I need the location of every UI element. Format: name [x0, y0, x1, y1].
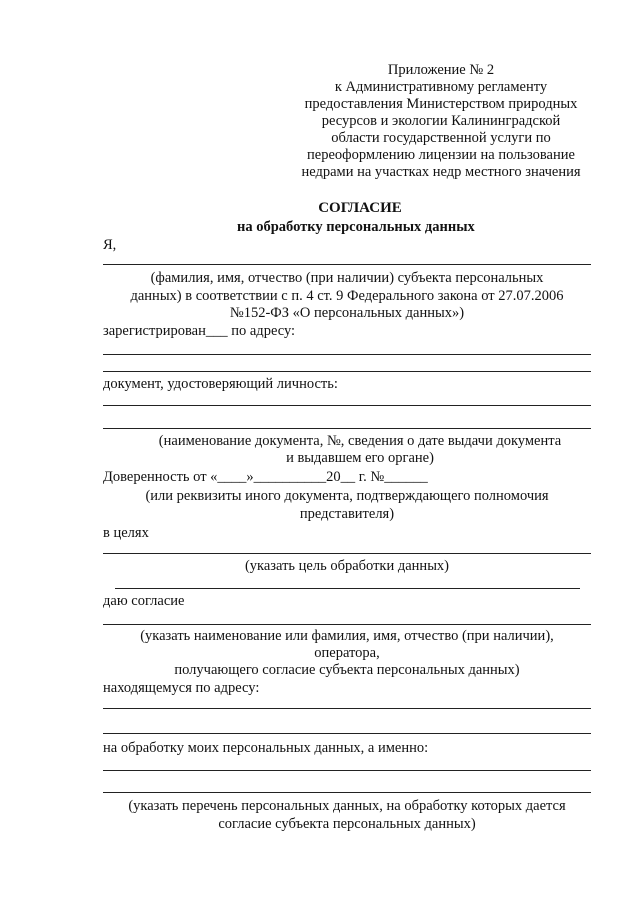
located-at-label: находящемуся по адресу: [103, 680, 260, 696]
hint-doc-1: (наименование документа, №, сведения о дате выдачи документа [158, 433, 562, 449]
hint-list-1: (указать перечень персональных данных, на обработку которых дается [128, 798, 566, 814]
data-list-line-1[interactable] [103, 770, 591, 771]
fio-line[interactable] [103, 264, 591, 265]
hint-fio-2: данных) в соответствии с п. 4 ст. 9 Федерального закона от 27.07.2006 [130, 288, 564, 304]
hint-purpose: (указать цель обработки данных) [244, 558, 450, 574]
appendix-line: ресурсов и экологии Калининградской [321, 113, 561, 129]
operator-address-line-1[interactable] [103, 708, 591, 709]
purposes-label: в целях [103, 525, 149, 541]
identity-doc-line-1[interactable] [103, 405, 591, 406]
consent-given-label: даю согласие [103, 593, 185, 609]
power-of-attorney[interactable]: Доверенность от «____»__________20__ г. №______ [103, 469, 428, 485]
appendix-line: области государственной услуги по [331, 130, 551, 146]
address-line-1[interactable] [103, 354, 591, 355]
hint-fio-1: (фамилия, имя, отчество (при наличии) субъекта персональных [150, 270, 544, 286]
hint-operator-3: получающего согласие субъекта персональных данных) [174, 662, 520, 678]
identity-doc-label: документ, удостоверяющий личность: [103, 376, 338, 392]
document-subtitle: на обработку персональных данных [237, 219, 475, 235]
purpose-line-2[interactable] [115, 588, 580, 589]
appendix-line: к Административному регламенту [334, 79, 548, 95]
address-line-2[interactable] [103, 371, 591, 372]
ya-label: Я, [103, 237, 117, 253]
hint-operator-1: (указать наименование или фамилия, имя, отчество (при наличии), [140, 628, 554, 644]
appendix-line: недрами на участках недр местного значения [301, 164, 581, 180]
registered-label: зарегистрирован___ по адресу: [103, 323, 296, 339]
hint-poa-2: представителя) [299, 506, 395, 522]
identity-doc-line-2[interactable] [103, 428, 591, 429]
purpose-line-1[interactable] [103, 553, 591, 554]
hint-list-2: согласие субъекта персональных данных) [218, 816, 476, 832]
operator-line[interactable] [103, 624, 591, 625]
document-title: СОГЛАСИЕ [318, 200, 402, 216]
hint-poa-1: (или реквизиты иного документа, подтверждающего полномочия [145, 488, 549, 504]
processing-of-label: на обработку моих персональных данных, а именно: [103, 740, 429, 756]
hint-operator-2: оператора, [314, 645, 380, 661]
hint-fio-3: №152-ФЗ «О персональных данных») [229, 305, 465, 321]
data-list-line-2[interactable] [103, 792, 591, 793]
hint-doc-2: и выдавшем его органе) [286, 450, 434, 466]
appendix-line: переоформлению лицензии на пользование [307, 147, 575, 163]
appendix-line: предоставления Министерством природных [304, 96, 578, 112]
appendix-line: Приложение № 2 [387, 62, 495, 78]
operator-address-line-2[interactable] [103, 733, 591, 734]
appendix-header [290, 62, 592, 181]
